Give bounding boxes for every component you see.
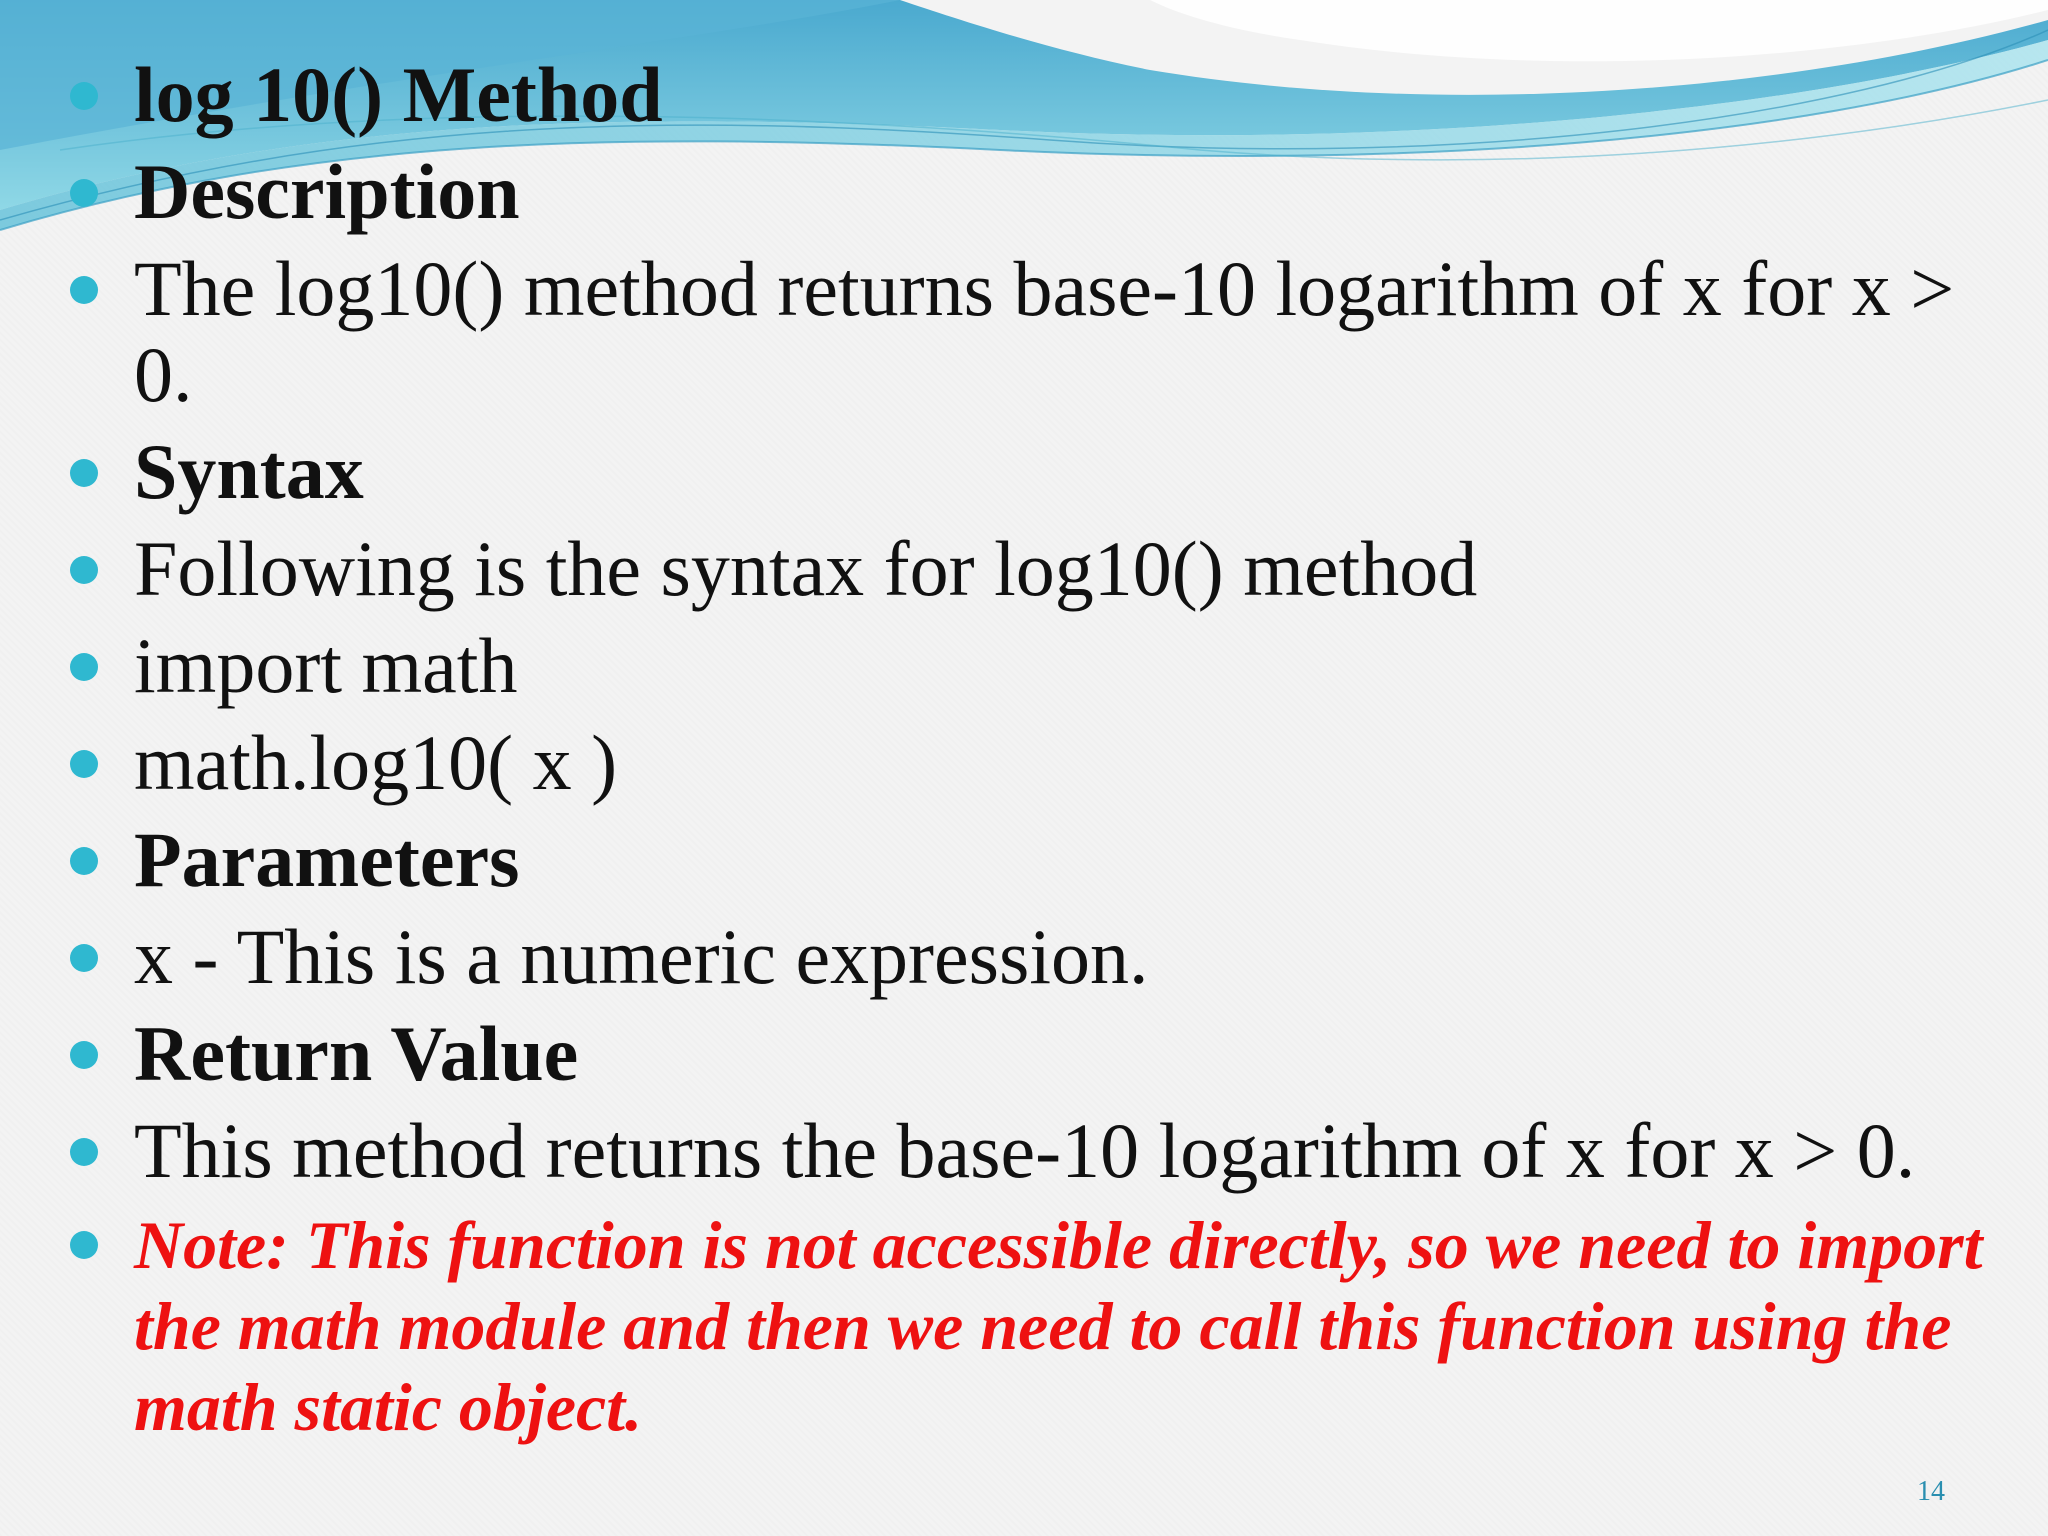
bullet-dot-icon [70,556,98,584]
bullet-list [70,52,2000,1459]
page-number: 14 [1917,1476,1945,1507]
bullet-dot-icon [70,1138,98,1166]
bullet-heading-syntax [70,429,2000,515]
bullet-dot-icon [70,944,98,972]
bullet-text: This method returns the base-10 logarithm of x for x > 0. [134,1107,1916,1194]
bullet-dot-icon [70,1041,98,1069]
bullet-syntax-intro [70,526,2000,612]
bullet-call-line [70,720,2000,806]
bullet-dot-icon [70,82,98,110]
bullet-heading-method [70,52,2000,138]
bullet-heading-return-value [70,1011,2000,1097]
bullet-text: Return Value [134,1010,579,1097]
bullet-heading-parameters [70,817,2000,903]
bullet-description-text [70,246,2000,418]
bullet-text: x - This is a numeric expression. [134,913,1149,1000]
bullet-text: Description [134,148,520,235]
bullet-return-text [70,1108,2000,1194]
bullet-dot-icon [70,276,98,304]
bullet-dot-icon [70,847,98,875]
bullet-dot-icon [70,750,98,778]
bullet-text: log 10() Method [134,51,663,138]
bullet-dot-icon [70,1231,98,1259]
bullet-parameter-x [70,914,2000,1000]
bullet-text: Following is the syntax for log10() method [134,525,1478,612]
bullet-import-line [70,623,2000,709]
bullet-text: The log10() method returns base-10 logarithm of x for x > 0. [134,245,1955,418]
bullet-dot-icon [70,653,98,681]
bullet-note [70,1205,2000,1448]
bullet-text: import math [134,622,518,709]
bullet-text: Parameters [134,816,520,903]
bullet-text: math.log10( x ) [134,719,618,806]
note-text: Note: This function is not accessible directly, so we need to import the math module and then we need to call this function using the math static object. [134,1207,1983,1445]
bullet-dot-icon [70,179,98,207]
bullet-heading-description [70,149,2000,235]
bullet-dot-icon [70,459,98,487]
bullet-text: Syntax [134,428,364,515]
